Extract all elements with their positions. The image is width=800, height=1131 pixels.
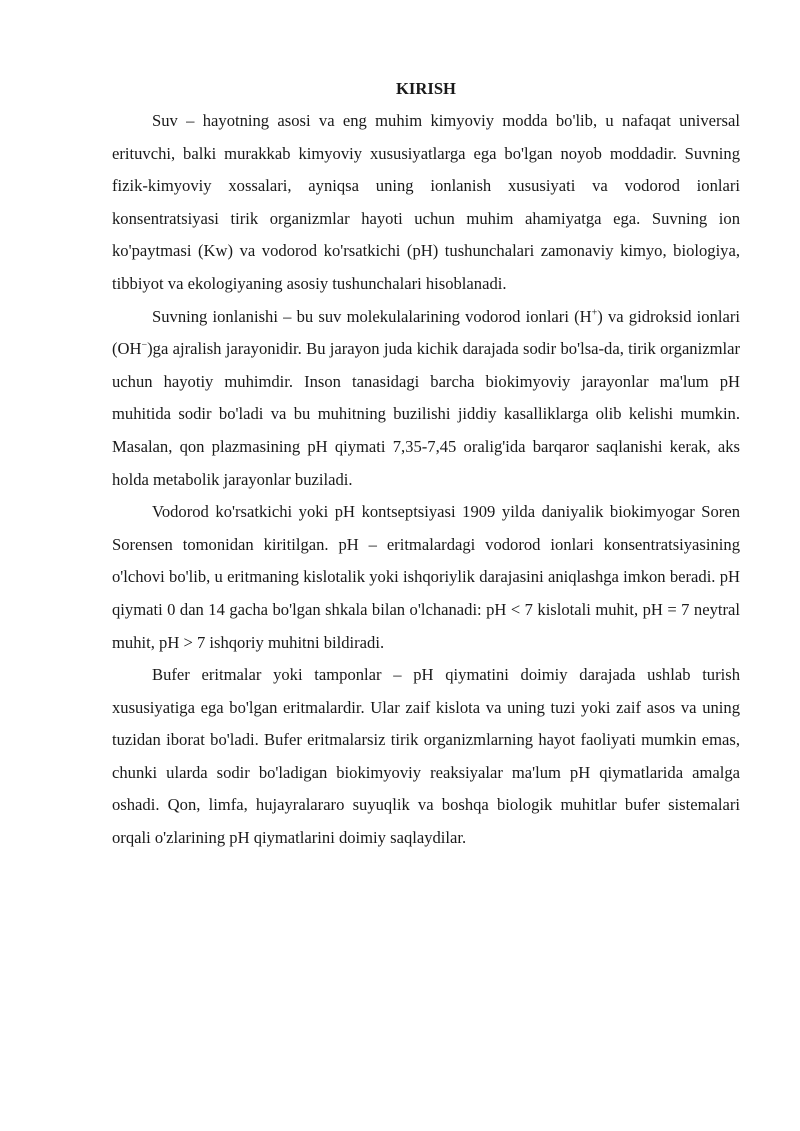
paragraph-buffer-solutions: Bufer eritmalar yoki tamponlar – pH qiymatini doimiy darajada ushlab turish xususiyatiga ega bo'lgan eritmalardir. Ular zaif kislota va uning tuzi yoki zaif asos va uning tuzidan iborat bo'ladi. Bufer eritmalarsiz tirik organizmlarning hayot faoliyati mumkin emas, chunki ularda sodir bo'ladigan biokimyoviy reaksiyalar ma'lum pH qiymatlarida amalga oshadi. Qon, limfa, hujayralararo suyuqlik va boshqa biologik muhitlar bufer sistemalari orqali o'zlarining pH qiymatlarini doimiy saqlaydilar. xyxy=(112,665,740,848)
paragraph-ionization-part-1: Suvning ionlanishi – bu suv molekulalarining vodorod ionlari (H xyxy=(152,306,592,326)
paragraph-ionization xyxy=(112,301,740,497)
paragraph-ph-concept: Vodorod ko'rsatkichi yoki pH kontseptsiyasi 1909 yilda daniyalik biokimyogar Soren Sorensen tomonidan kiritilgan. pH – eritmalardagi vodorod ionlari konsentratsiyasining o'lchovi bo'lib, u eritmaning kislotalik yoki ishqoriylik darajasini aniqlashga imkon beradi. pH qiymati 0 dan 14 gacha bo'lgan shkala bilan o'lchanadi: pH < 7 kislotali muhit, pH = 7 neytral muhit, pH > 7 ishqoriy muhitni bildiradi. xyxy=(112,502,740,652)
paragraph-ionization-part-3: )ga ajralish jarayonidir. Bu jarayon juda kichik darajada sodir bo'lsa-da, tirik organizmlar uchun hayotiy muhimdir. Inson tanasidagi barcha biokimyoviy jarayonlar ma'lum pH muhitida sodir bo'ladi va bu muhitning buzilishi jiddiy kasalliklarga olib kelishi mumkin. Masalan, qon plazmasining pH qiymati 7,35-7,45 oralig'ida barqaror saqlanishi kerak, aks holda metabolik jarayonlar buziladi. xyxy=(112,339,740,489)
hydrogen-ion-charge: + xyxy=(591,307,598,319)
hydroxide-ion-charge: − xyxy=(141,339,148,351)
paragraph-ionization-part-2: ) va gidroksid ionlari (OH xyxy=(112,306,740,359)
paragraph-intro: Suv – hayotning asosi va eng muhim kimyoviy modda bo'lib, u nafaqat universal erituvchi, balki murakkab kimyoviy xususiyatlarga ega bo'lgan noyob moddadir. Suvning fizik-kimyoviy xossalari, ayniqsa uning ionlanish xususiyati va vodorod ionlari konsentratsiyasi tirik organizmlar hayoti uchun muhim ahamiyatga ega. Suvning ion ko'paytmasi (Kw) va vodorod ko'rsatkichi (pH) tushunchalari zamonaviy kimyo, biologiya, tibbiyot va ekologiyaning asosiy tushunchalari hisoblanadi. xyxy=(112,111,740,293)
page-title: KIRISH xyxy=(396,79,456,98)
document-page xyxy=(112,76,740,855)
